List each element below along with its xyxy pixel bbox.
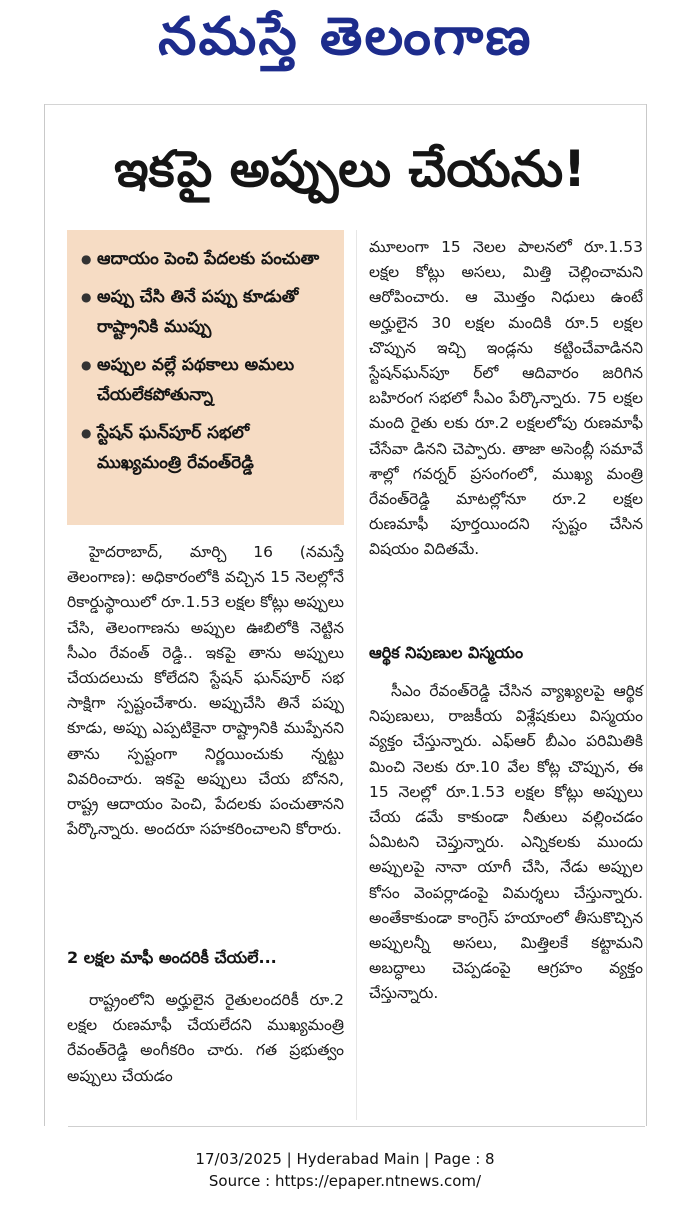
article-body-right-2 (369, 679, 643, 1007)
bullet-icon: ● (81, 252, 92, 266)
body-paragraph: హైదరాబాద్, మార్చి 16 (నమస్తే తెలంగాణ): అధికారంలోకి వచ్చిన 15 నెలల్లోనే రికార్డుస్థాయిలో రూ.1.53 లక్షల కోట్లు అప్పులు చేసి, తెలంగాణను అప్పుల ఊబిలోకి నెట్టిన సీఎం రేవంత్ రెడ్డి.. ఇకపై తాను అప్పులు చేయదలుచు కోలేదని స్టేషన్ ఘన్‌పూర్ సభ సాక్షిగా స్పష్టంచేశారు. అప్పుచేసి తినే పప్పు కూడు, అప్పు ఎప్పటికైనా రాష్ట్రానికి ముప్పేనని తాను స్పష్టంగా నిర్ణయించుకు న్నట్టు వివరించారు. ఇకపై అప్పులు చేయ బోనని, రాష్ట్ర ఆదాయం పెంచి, పేదలకు పంచుతానని పేర్కొన్నారు. అందరూ సహకరించాలని కోరారు. (67, 543, 344, 839)
highlight-text: ఆదాయం పెంచి పేదలకు పంచుతా (97, 249, 320, 269)
highlight-text: స్టేషన్ ఘన్‌పూర్ సభలో ముఖ్యమంత్రి రేవంత్‌రెడ్డి (97, 423, 254, 473)
highlight-item (81, 418, 334, 478)
masthead (0, 0, 690, 86)
bottom-rule (68, 1126, 645, 1127)
bullet-icon: ● (81, 426, 92, 440)
column-divider (356, 230, 357, 1120)
bullet-icon: ● (81, 358, 92, 372)
bullet-icon: ● (81, 290, 92, 304)
highlight-item (81, 350, 334, 410)
body-paragraph: రాష్ట్రంలోని అర్హులైన రైతులందరికీ రూ.2 లక్షల రుణమాఫీ చేయలేదని ముఖ్యమంత్రి రేవంత్‌రెడ్డి అంగీకరిం చారు. గత ప్రభుత్వం అప్పులు చేయడం (67, 991, 344, 1085)
frame-top-rule (44, 104, 647, 105)
frame-left-rule (44, 104, 45, 1126)
article-body-left (67, 540, 344, 842)
frame-right-rule (646, 104, 647, 1126)
article-body-right (369, 235, 643, 563)
article-headline: ఇకపై అప్పులు చేయను! (114, 140, 586, 198)
masthead-logo-text: నమస్తే తెలంగాణ (157, 6, 533, 67)
article-body-left-2 (67, 988, 344, 1089)
body-paragraph: మూలంగా 15 నెలల పాలనలో రూ.1.53 లక్షల కోట్లు అసలు, మిత్తి చెల్లించామని ఆరోపించారు. ఆ మొత్తం నిధులు ఉంటే అర్హులైన 30 లక్షల మందికి రూ.5 లక్షల చొప్పున ఇచ్చి ఇండ్లను కట్టించేవాడినని స్టేషన్‌ఘన్‌పూ ర్‌లో ఆదివారం జరిగిన బహిరంగ సభలో సీఎం పేర్కొన్నారు. 75 లక్షల మంది రైతు లకు రూ.2 లక్షలలోపు రుణమాఫీ చేసేవా డినని చెప్పారు. తాజా అసెంబ్లీ సమావే శాల్లో గవర్నర్ ప్రసంగంలో, ముఖ్య మంత్రి రేవంత్‌రెడ్డి మాటల్లోనూ రూ.2 లక్షల రుణమాఫీ పూర్తయిందని స్పష్టం చేసిన విషయం విదితమే. (369, 238, 643, 559)
highlight-text: అప్పుల వల్లే పథకాలు అమలు చేయలేకపోతున్నా (97, 355, 295, 405)
highlight-item (81, 282, 334, 342)
footer-source: Source : https://epaper.ntnews.com/ (208, 1172, 482, 1190)
subheading-right: ఆర్థిక నిపుణుల విస్మయం (369, 643, 524, 662)
highlight-text: అప్పు చేసి తినే పప్పు కూడుతో రాష్ట్రానికి ముప్పు (97, 287, 299, 337)
footer-dateline: 17/03/2025 | Hyderabad Main | Page : 8 (195, 1150, 495, 1168)
subheading-left: 2 లక్షల మాఫీ అందరికీ చేయలే... (67, 948, 277, 967)
highlights-box (67, 230, 344, 525)
body-paragraph: సీఎం రేవంత్‌రెడ్డి చేసిన వ్యాఖ్యలపై ఆర్థిక నిపుణులు, రాజకీయ విశ్లేషకులు విస్మయం వ్యక్తం చేస్తున్నారు. ఎఫ్‌ఆర్ బీఎం పరిమితికి మించి నెలకు రూ.10 వేల కోట్ల చొప్పున, ఈ 15 నెలల్లో రూ.1.53 లక్షల కోట్లు అప్పులు చేయ డమే కాకుండా నీతులు వల్లించడం ఏమిటని చెప్తున్నారు. ఎన్నికలకు ముందు అప్పులపై నానా యాగీ చేసి, నేడు అప్పుల కోసం వెంపర్లాడంపై విమర్శలు చేస్తున్నారు. అంతేకాకుండా కాంగ్రెస్ హయాంలో తీసుకొచ్చిన అప్పులన్నీ అసలు, మిత్తిలకే కట్టామని అబద్ధాలు చెప్పడంపై ఆగ్రహం వ్యక్తం చేస్తున్నారు. (369, 682, 643, 1003)
highlight-item (81, 244, 334, 274)
